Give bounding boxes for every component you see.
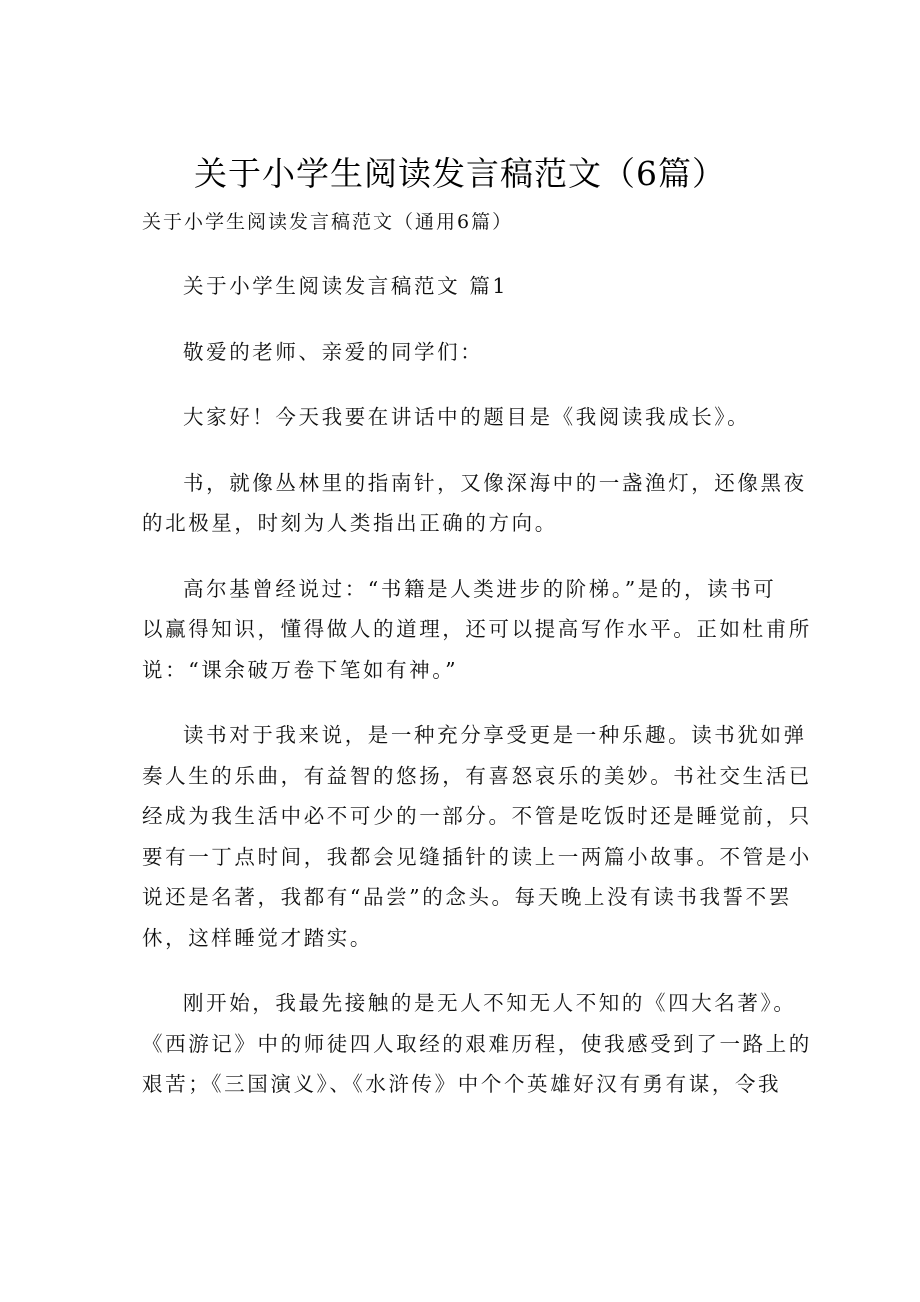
- text-line: 说还是名著，我都有“品尝”的念头。每天晚上没有读书我誓不罢: [142, 885, 792, 909]
- body-paragraph: [142, 715, 812, 958]
- text-line: 艰苦；《三国演义》、《水浒传》中个个英雄好汉有勇有谋，令我: [142, 1072, 782, 1096]
- text-line: 经成为我生活中必不可少的一部分。不管是吃饭时还是睡觉前，只: [142, 804, 812, 828]
- document-subtitle: 关于小学生阅读发言稿范文（通用6篇）: [142, 211, 514, 233]
- text-line: 说：“课余破万卷下笔如有神。”: [142, 657, 459, 682]
- text-line: 关于小学生阅读发言稿范文 篇1: [183, 274, 509, 298]
- text-line: 大家好！今天我要在讲话中的题目是《我阅读我成长》。: [183, 405, 751, 429]
- text-line: 奏人生的乐曲，有益智的悠扬，有喜怒哀乐的美妙。书社交生活已: [142, 763, 812, 788]
- text-line: 刚开始，我最先接触的是无人不知无人不知的《四大名著》。: [183, 991, 797, 1015]
- greeting-paragraph: [142, 397, 772, 438]
- text-line: 休，这样睡觉才踏实。: [142, 925, 373, 950]
- text-line: 高尔基曾经说过：“书籍是人类进步的阶梯。”是的，读书可: [183, 576, 777, 601]
- text-line: 的北极星，时刻为人类指出正确的方向。: [142, 511, 558, 535]
- body-paragraph: [142, 569, 812, 691]
- text-line: 书，就像丛林里的指南针，又像深海中的一盏渔灯，还像黑夜: [183, 470, 807, 495]
- text-line: 《西游记》中的师徒四人取经的艰难历程，使我感受到了一路上的: [142, 1031, 812, 1056]
- text-line: 以赢得知识，懂得做人的道理，还可以提高写作水平。正如杜甫所: [142, 617, 812, 641]
- document-body: [142, 266, 812, 1130]
- text-line: 读书对于我来说，是一种充分享受更是一种乐趣。读书犹如弹: [183, 723, 807, 747]
- text-line: 敬爱的老师、亲爱的同学们：: [183, 339, 484, 364]
- body-paragraph: [142, 983, 812, 1105]
- text-line: 要有一丁点时间，我都会见缝插针的读上一两篇小故事。不管是小: [142, 844, 812, 869]
- document-title: 关于小学生阅读发言稿范文（6篇）: [194, 154, 726, 193]
- section-heading: [142, 266, 772, 307]
- salutation: [142, 332, 772, 373]
- body-paragraph: [142, 463, 807, 544]
